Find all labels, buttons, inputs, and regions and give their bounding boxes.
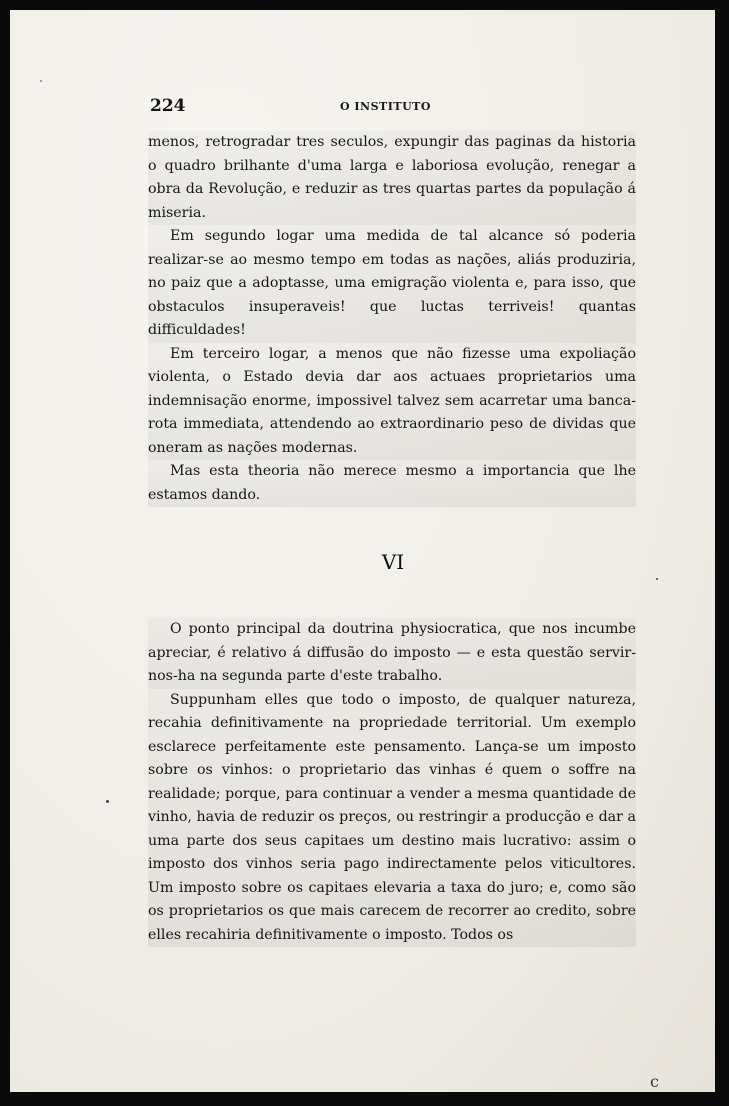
book-page (10, 10, 715, 1092)
paragraph: Suppunham elles que todo o imposto, de qualquer natureza, recahia definitivamente na propriedade territorial. Um exemplo esclarece perfeitamente este pensamento. Lança-se um imposto sobre os vinhos: o proprietario das vinhas é quem o soffre na realidade; porque, para continuar a vender a mesma quantidade de vinho, havia de reduzir os preços, ou restringir a producção e dar a uma parte dos seus capitaes um destino mais lucrativo: assim o imposto dos vinhos seria pago indirectamente pelos viticultores. Um imposto sobre os capitaes elevaria a taxa do juro; e, como são os proprietarios os que mais carecem de recorrer ao credito, sobre elles recahiria definitivamente o imposto. Todos os (148, 689, 636, 948)
text-block-bottom (148, 618, 636, 947)
running-title: O INSTITUTO (340, 100, 431, 113)
margin-mark: ϲ (650, 1072, 659, 1091)
text-block-top (148, 131, 636, 507)
paragraph: Em segundo logar uma medida de tal alcance só poderia realizar-se ao mesmo tempo em todas as nações, aliás produziria, no paiz que a adoptasse, uma emigração violenta e, para isso, que obstaculos insuperaveis! que luctas terriveis! quantas difficuldades! (148, 225, 636, 343)
page-header (150, 96, 636, 120)
paragraph: O ponto principal da doutrina physiocratica, que nos incumbe apreciar, é relativo á diffusão do imposto — e esta questão servir-nos-ha na segunda parte d'este trabalho. (148, 618, 636, 689)
section-heading: VI (381, 550, 405, 574)
ink-speck (40, 80, 42, 82)
ink-speck (106, 800, 109, 803)
page-number: 224 (150, 96, 186, 116)
paragraph: Em terceiro logar, a menos que não fizesse uma expoliação violenta, o Estado devia dar aos actuaes proprietarios uma indemnisação enorme, impossivel talvez sem acarretar uma banca-rota immediata, attendendo ao extraordinario peso de dividas que oneram as nações modernas. (148, 343, 636, 461)
paragraph: menos, retrogradar tres seculos, expungir das paginas da historia o quadro brilhante d'uma larga e laboriosa evolução, renegar a obra da Revolução, e reduzir as tres quartas partes da população á miseria. (148, 131, 636, 225)
paragraph: Mas esta theoria não merece mesmo a importancia que lhe estamos dando. (148, 460, 636, 507)
ink-speck (656, 578, 658, 580)
